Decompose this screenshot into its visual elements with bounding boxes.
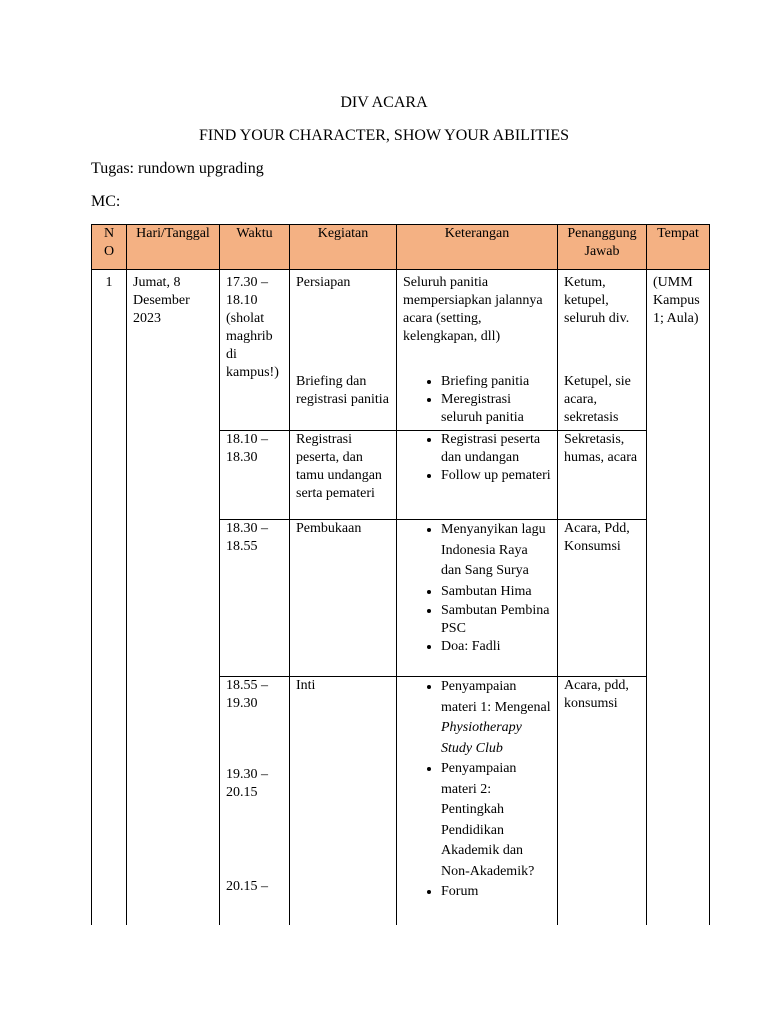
- row-pic: Sekretasis, humas, acara: [558, 431, 647, 520]
- row-time: 18.10 – 18.30: [220, 431, 290, 520]
- list-item: • Follow up pemateri: [441, 467, 551, 485]
- list-item: • Doa: Fadli: [441, 638, 551, 656]
- description-list: [403, 677, 551, 903]
- col-header-date: Hari/Tanggal: [127, 225, 220, 270]
- document-title: DIV ACARA: [340, 94, 428, 111]
- list-item: • Briefing panitia: [441, 373, 551, 391]
- activity-text: Briefing dan registrasi panitia: [296, 374, 389, 407]
- row-time: 17.30 – 18.10 (sholat maghrib di kampus!): [220, 270, 290, 431]
- list-item: • Menyanyikan lagu Indonesia Raya dan Sang Surya: [441, 520, 551, 582]
- description-list: [403, 431, 551, 485]
- description-list: [403, 520, 551, 656]
- col-header-description: Keterangan: [397, 225, 558, 270]
- time-text: 18.55 – 19.30: [226, 678, 268, 711]
- time-text: 20.15 –: [226, 879, 268, 894]
- row-pic: Acara, Pdd, Konsumsi: [558, 520, 647, 677]
- row-pic: [558, 270, 647, 431]
- pic-text: Ketum, ketupel, seluruh div.: [564, 275, 630, 326]
- row-number: 1: [92, 270, 127, 926]
- col-header-activity: Kegiatan: [290, 225, 397, 270]
- document-subtitle: FIND YOUR CHARACTER, SHOW YOUR ABILITIES: [198, 127, 570, 144]
- mc-line: MC:: [91, 193, 121, 210]
- list-item: • Forum: [441, 882, 551, 903]
- rundown-table: [91, 224, 710, 925]
- list-item: [441, 677, 551, 759]
- time-text: 19.30 – 20.15: [226, 767, 268, 800]
- list-item: • Sambutan Pembina PSC: [441, 602, 551, 638]
- pic-text: Ketupel, sie acara, sekretasis: [564, 374, 631, 425]
- list-item: • Penyampaian materi 2: Pentingkah Pendidikan Akademik dan Non-Akademik?: [441, 759, 551, 882]
- row-time: 18.30 – 18.55: [220, 520, 290, 677]
- row-activity: Registrasi peserta, dan tamu undangan serta pemateri: [290, 431, 397, 520]
- col-header-no: N O: [92, 225, 127, 270]
- row-activity: Pembukaan: [290, 520, 397, 677]
- row-date: Jumat, 8 Desember 2023: [127, 270, 220, 926]
- col-header-pic: Penanggung Jawab: [558, 225, 647, 270]
- row-description: [397, 270, 558, 431]
- table-row: [92, 270, 710, 431]
- row-time: [220, 677, 290, 926]
- page-bottom-margin: [0, 930, 768, 1024]
- col-header-time: Waktu: [220, 225, 290, 270]
- table-header-row: [92, 225, 710, 270]
- description-text: Seluruh panitia mempersiapkan jalannya acara (setting, kelengkapan, dll): [403, 275, 543, 344]
- list-item: • Registrasi peserta dan undangan: [441, 431, 551, 467]
- row-place: (UMM Kampus 1; Aula): [647, 270, 710, 926]
- row-activity: [290, 270, 397, 431]
- row-description: [397, 431, 558, 520]
- row-description: [397, 520, 558, 677]
- row-description: [397, 677, 558, 926]
- list-item: • Meregistrasi seluruh panitia: [441, 391, 551, 427]
- list-item-text: Penyampaian materi 1: Mengenal: [441, 679, 551, 715]
- row-pic: Acara, pdd, konsumsi: [558, 677, 647, 926]
- row-activity: Inti: [290, 677, 397, 926]
- description-list: [403, 373, 551, 427]
- col-header-place: Tempat: [647, 225, 710, 270]
- activity-text: Persiapan: [296, 275, 351, 290]
- list-item-italic-text: Physiotherapy Study Club: [441, 720, 522, 756]
- list-item: • Sambutan Hima: [441, 582, 551, 603]
- task-line: Tugas: rundown upgrading: [91, 160, 264, 177]
